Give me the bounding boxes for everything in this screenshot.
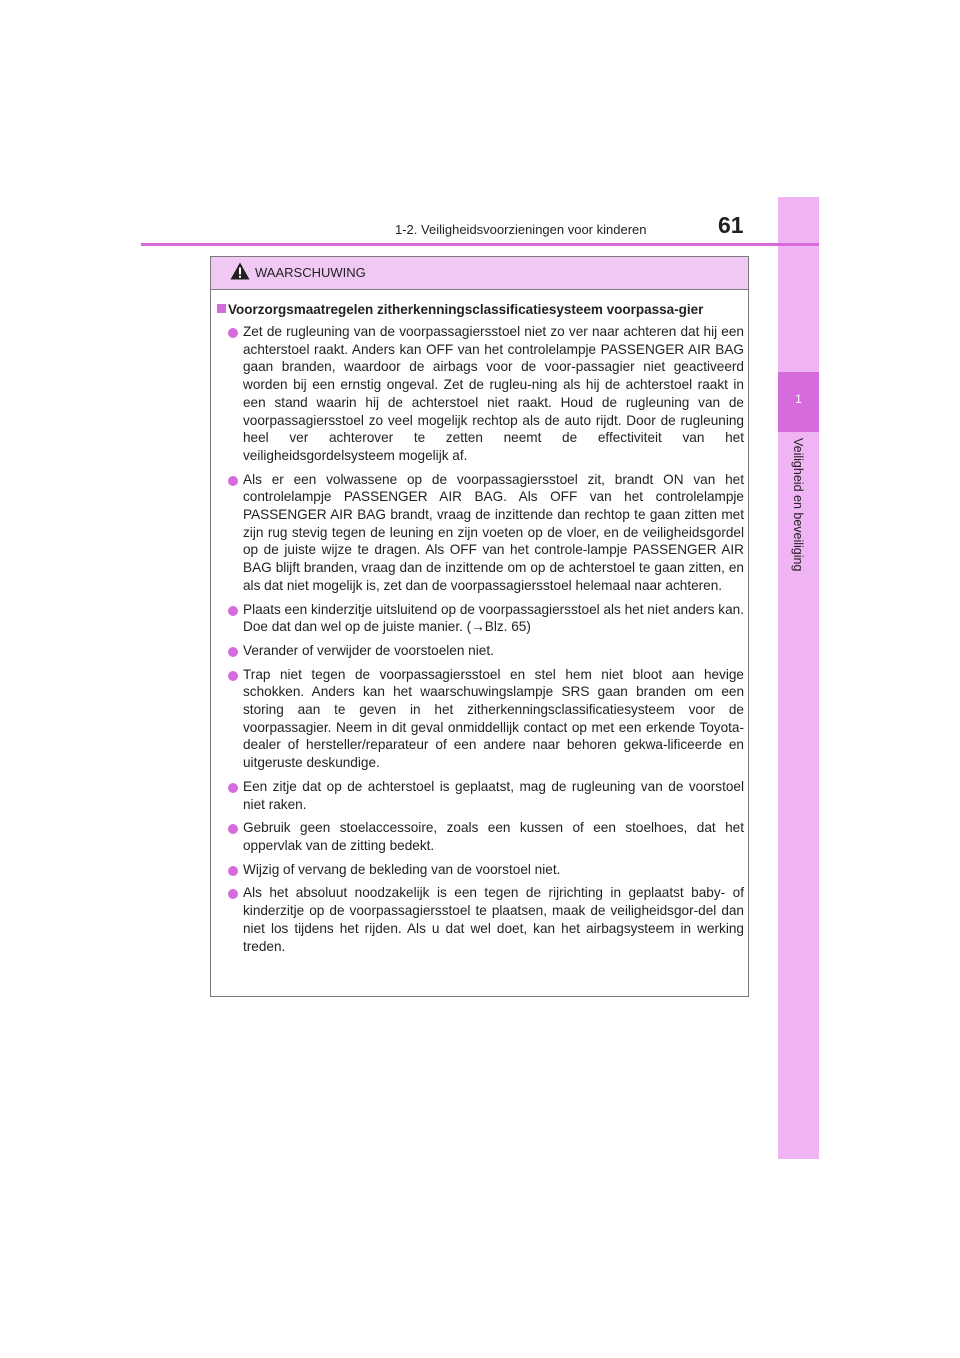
warning-triangle-icon xyxy=(230,262,250,280)
header-rule xyxy=(141,243,819,246)
warning-body xyxy=(211,290,748,955)
warning-subheading xyxy=(215,300,744,319)
warning-item xyxy=(215,601,744,636)
warning-item-text: Als er een volwassene op de voorpassagiersstoel zit, brandt ON van het controlelampje PASSENGER AIR BAG. Als OFF van het controlelampje PASSENGER AIR BAG brandt, vraag de inzittende dan rechtop te gaan zitten met zijn rug stevig tegen de leuning en zijn voeten op de vloer, en de veiligheidsgordel op de juiste wijze te dragen. Als OFF van het controle-lampje PASSENGER AIR BAG blijft branden, vraag dan de inzittende om op de achterstoel te gaan zitten, en als dat niet mogelijk is, zet dan de voorpassagiersstoel helemaal naar achteren. xyxy=(243,471,744,593)
page-number: 61 xyxy=(718,212,744,238)
warning-item xyxy=(215,778,744,813)
warning-item xyxy=(215,323,744,465)
bullet-icon xyxy=(228,783,238,793)
warning-item-text: Als het absoluut noodzakelijk is een tegen de rijrichting in geplaatst baby- of kinderzitje op de voorpassagiersstoel te plaatsen, maak de veiligheidsgor-del dan niet los tijdens het rijden. Als u dat wel doet, kan het airbagsysteem in werking treden. xyxy=(243,885,744,954)
warning-item xyxy=(215,666,744,772)
chapter-side-tab xyxy=(778,197,819,1159)
bullet-icon xyxy=(228,889,238,899)
warning-item xyxy=(215,819,744,854)
bullet-icon xyxy=(228,824,238,834)
warning-box xyxy=(210,256,749,997)
warning-item xyxy=(215,471,744,595)
chapter-number: 1 xyxy=(795,392,802,406)
bullet-icon xyxy=(228,476,238,486)
square-bullet-icon xyxy=(217,304,226,313)
bullet-icon xyxy=(228,671,238,681)
warning-item-text: Plaats een kinderzitje uitsluitend op de voorpassagiersstoel als het niet anders kan. Doe dat dan wel op de juiste manier. (→Blz. 65) xyxy=(243,601,745,635)
bullet-icon xyxy=(228,866,238,876)
warning-item xyxy=(215,884,744,955)
chapter-title-container xyxy=(778,438,819,598)
warning-item xyxy=(215,642,744,660)
warning-subheading-text: Voorzorgsmaatregelen zitherkenningsclassificatiesysteem voorpassa-gier xyxy=(228,302,704,317)
warning-item-text: Een zitje dat op de achterstoel is geplaatst, mag de rugleuning van de voorstoel niet raken. xyxy=(243,778,744,812)
warning-item xyxy=(215,861,744,879)
chapter-title: Veiligheid en beveiliging xyxy=(791,438,805,572)
section-title: 1-2. Veiligheidsvoorzieningen voor kinderen xyxy=(395,222,647,237)
bullet-icon xyxy=(228,647,238,657)
warning-item-text: Trap niet tegen de voorpassagiersstoel en stel hem niet bloot aan hevige schokken. Anders kan het waarschuwingslampje SRS gaan branden om een storing aan te geven in het zitherkenningsclassificatiesysteem voor de voorpassagier. Neem in dit geval onmiddellijk contact op met een erkende Toyota-dealer of hersteller/reparateur of een andere naar behoren gekwa-lificeerde en uitgeruste deskundige. xyxy=(243,666,744,771)
warning-item-text: Gebruik geen stoelaccessoire, zoals een kussen of een stoelhoes, dat het oppervlak van de zitting bedekt. xyxy=(243,820,744,853)
warning-item-text: Wijzig of vervang de bekleding van de voorstoel niet. xyxy=(243,861,561,877)
bullet-icon xyxy=(228,328,238,338)
warning-item-text: Verander of verwijder de voorstoelen niet. xyxy=(243,642,494,658)
warning-header xyxy=(211,257,748,290)
bullet-icon xyxy=(228,606,238,616)
warning-label: WAARSCHUWING xyxy=(255,265,366,280)
warning-item-text: Zet de rugleuning van de voorpassagiersstoel niet zo ver naar achteren dat hij een achterstoel raakt. Anders kan OFF van het controlelampje PASSENGER AIR BAG gaan branden, waardoor de airbags voor de voor-passagier niet geactiveerd worden bij een ernstig ongeval. Zet de rugleu-ning als hij de achterstoel raakt in een stand waarin hij de achterstoel niet raakt. Houd de rugleuning van de voorpassagiersstoel zo veel mogelijk rechtop als de auto rijdt. Door de rugleuning heel ver achterover te zetten neemt de effectiviteit van het veiligheidsgordelsysteem mogelijk af. xyxy=(243,324,744,463)
